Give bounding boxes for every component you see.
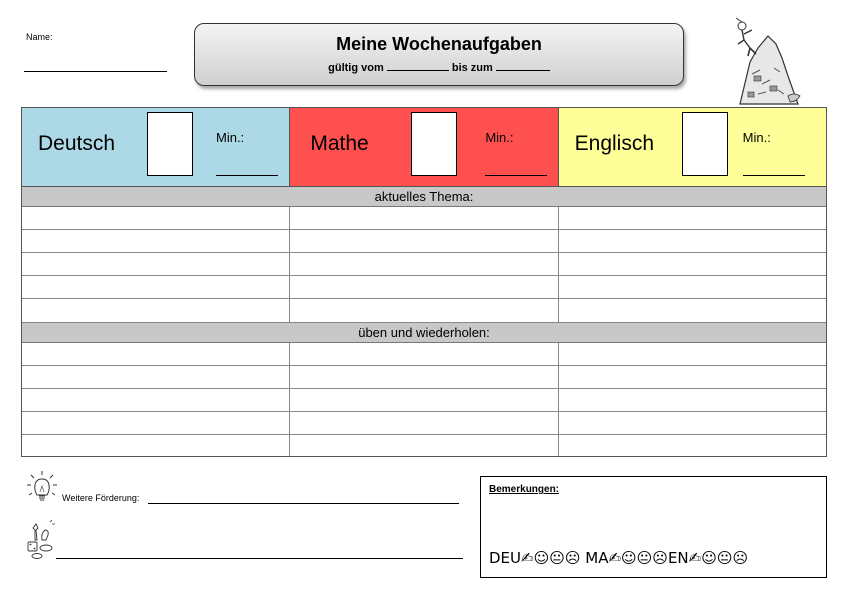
table-row [22,412,826,435]
table-cell[interactable] [22,276,290,298]
further-support-label: Weitere Förderung: [62,493,140,503]
valid-to-label: bis zum [451,62,493,74]
table-cell[interactable] [22,389,290,411]
subject-deutsch [22,108,290,187]
checkbox-englisch[interactable] [682,112,728,176]
table-row [22,389,826,412]
subject-name-mathe: Mathe [310,132,369,155]
checkbox-mathe[interactable] [411,112,457,176]
name-input-line[interactable] [24,71,167,72]
table-row [22,207,826,230]
table-cell[interactable] [290,230,558,252]
validity-line [195,61,683,74]
table-cell[interactable] [290,343,558,365]
table-cell[interactable] [22,207,290,229]
table-cell[interactable] [290,412,558,434]
table-row [22,230,826,253]
valid-from-label: gültig vom [328,62,384,74]
name-label: Name: [26,32,53,42]
table-row [22,366,826,389]
minutes-label-mathe: Min.: [485,130,514,145]
table-cell[interactable] [559,366,826,388]
table-row [22,435,826,456]
table-cell[interactable] [559,299,826,322]
table-cell[interactable] [22,253,290,275]
table-cell[interactable] [559,230,826,252]
table-cell[interactable] [22,230,290,252]
valid-to-blank[interactable] [496,61,550,71]
games-icon [22,518,56,560]
remarks-title: Bemerkungen: [489,484,560,495]
table-cell[interactable] [290,207,558,229]
table-cell[interactable] [22,366,290,388]
minutes-line-deutsch[interactable] [216,175,278,176]
climber-illustration-icon [722,14,806,106]
subject-mathe [290,108,558,187]
table-cell[interactable] [559,276,826,298]
task-grid [21,107,827,457]
minutes-label-englisch: Min.: [742,130,771,145]
table-row [22,276,826,299]
table-cell[interactable] [22,435,290,456]
minutes-line-mathe[interactable] [485,175,547,176]
subject-name-deutsch: Deutsch [38,132,116,155]
second-notes-line[interactable] [56,558,463,559]
table-cell[interactable] [290,253,558,275]
table-cell[interactable] [22,343,290,365]
table-cell[interactable] [559,207,826,229]
subject-name-englisch: Englisch [574,132,655,155]
table-cell[interactable] [559,435,826,456]
table-cell[interactable] [559,253,826,275]
title-box [194,23,684,86]
minutes-line-englisch[interactable] [743,175,805,176]
table-cell[interactable] [559,389,826,411]
section-practice: üben und wiederholen: [22,323,826,343]
table-cell[interactable] [290,435,558,456]
subject-row [22,108,826,187]
page-title: Meine Wochenaufgaben [336,34,542,54]
table-cell[interactable] [559,412,826,434]
minutes-label-deutsch: Min.: [216,130,245,145]
table-cell[interactable] [22,412,290,434]
remarks-box[interactable] [480,476,827,578]
table-cell[interactable] [290,366,558,388]
checkbox-deutsch[interactable] [147,112,193,176]
table-row [22,343,826,366]
table-cell[interactable] [22,299,290,322]
further-support-line[interactable] [148,503,459,504]
valid-from-blank[interactable] [387,61,449,71]
table-cell[interactable] [290,299,558,322]
subject-englisch [559,108,826,187]
section-current-topic: aktuelles Thema: [22,187,826,207]
table-row [22,253,826,276]
rating-line: DEU✍☺😐☹ MA✍☺😐☹EN✍☺😐☹ [489,549,749,567]
table-cell[interactable] [290,276,558,298]
table-cell[interactable] [290,389,558,411]
table-cell[interactable] [559,343,826,365]
table-row [22,299,826,323]
lightbulb-icon [26,470,58,504]
